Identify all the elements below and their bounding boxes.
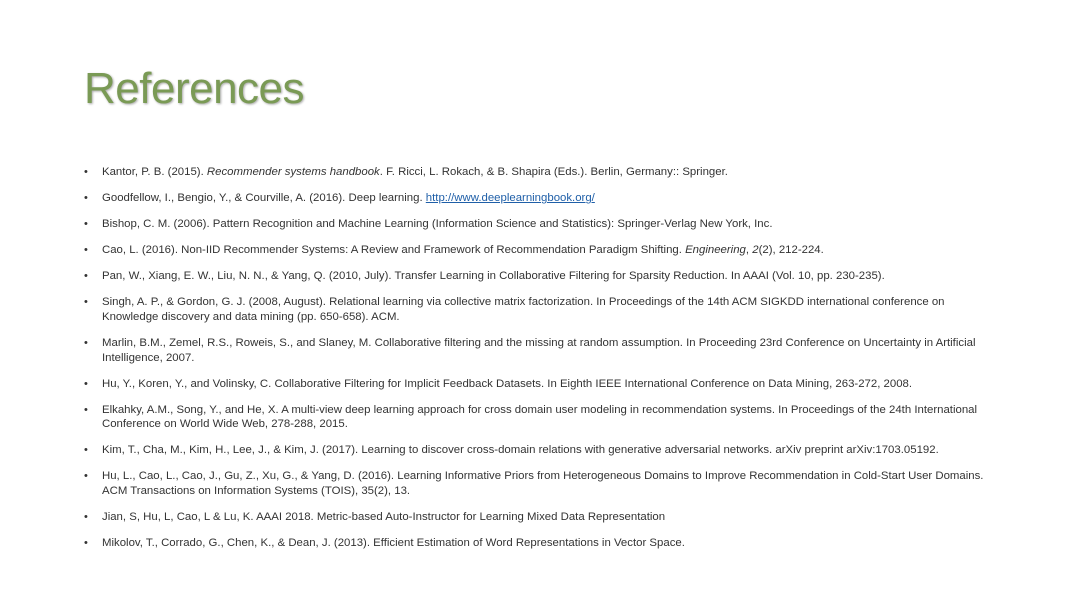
- reference-item: • Kim, T., Cha, M., Kim, H., Lee, J., & Kim, J. (2017). Learning to discover cross-domain relations with generative adversarial networks. arXiv preprint arXiv:1703.05192.: [84, 444, 939, 457]
- reference-item: • Bishop, C. M. (2006). Pattern Recognition and Machine Learning (Information Science and Statistics): Springer-Verlag New York, Inc.: [84, 218, 773, 231]
- reference-item: • Elkahky, A.M., Song, Y., and He, X. A multi-view deep learning approach for cross domain user modeling in recommendation systems. In Proceedings of the 24th International Conference on World Wide Web, 278-288, 2015.: [84, 403, 978, 431]
- bullet-icon: •: [84, 296, 88, 309]
- bullet-icon: •: [84, 470, 88, 483]
- bullet-icon: •: [84, 218, 88, 231]
- bullet-icon: •: [84, 192, 88, 205]
- bullet-icon: •: [84, 537, 88, 550]
- reference-item: • Hu, L., Cao, L., Cao, J., Gu, Z., Xu, G., & Yang, D. (2016). Learning Informative Priors from Heterogeneous Domains to Improve Recommendation in Cold-Start User Domains. ACM Transactions on Information Systems (TOIS), 35(2), 13.: [84, 470, 984, 497]
- reference-list: [84, 165, 1004, 551]
- reference-item: • Goodfellow, I., Bengio, Y., & Courville, A. (2016). Deep learning. http://www.deeplearningbook.org/: [84, 192, 595, 205]
- reference-item: • Singh, A. P., & Gordon, G. J. (2008, August). Relational learning via collective matrix factorization. In Proceedings of the 14th ACM SIGKDD international conference on Knowledge discovery and data mining (pp. 650-658). ACM.: [84, 296, 945, 323]
- reference-item: • Mikolov, T., Corrado, G., Chen, K., & Dean, J. (2013). Efficient Estimation of Word Representations in Vector Space.: [84, 537, 685, 550]
- bullet-icon: •: [84, 377, 88, 390]
- reference-item: • Cao, L. (2016). Non-IID Recommender Systems: A Review and Framework of Recommendation Paradigm Shifting. Engineering, 2(2), 212-224.: [84, 244, 824, 257]
- reference-link[interactable]: http://www.deeplearningbook.org/: [425, 192, 595, 205]
- bullet-icon: •: [84, 166, 88, 178]
- reference-item: • Hu, Y., Koren, Y., and Volinsky, C. Collaborative Filtering for Implicit Feedback Datasets. In Eighth IEEE International Conference on Data Mining, 263-272, 2008.: [84, 377, 913, 390]
- bullet-icon: •: [84, 444, 88, 457]
- bullet-icon: •: [84, 270, 88, 283]
- slide-title: References: [84, 64, 305, 113]
- bullet-icon: •: [84, 337, 88, 350]
- bullet-icon: •: [84, 511, 88, 524]
- bullet-icon: •: [84, 403, 88, 416]
- reference-item: • Jian, S, Hu, L, Cao, L & Lu, K. AAAI 2018. Metric-based Auto-Instructor for Learning Mixed Data Representation: [84, 511, 666, 524]
- bullet-icon: •: [84, 244, 88, 257]
- reference-item: • Kantor, P. B. (2015). Recommender systems handbook. F. Ricci, L. Rokach, & B. Shapira (Eds.). Berlin, Germany:: Springer.: [84, 166, 728, 178]
- reference-item: • Pan, W., Xiang, E. W., Liu, N. N., & Yang, Q. (2010, July). Transfer Learning in Collaborative Filtering for Sparsity Reduction. In AAAI (Vol. 10, pp. 230-235).: [84, 270, 885, 283]
- reference-item: • Marlin, B.M., Zemel, R.S., Roweis, S., and Slaney, M. Collaborative filtering and the missing at random assumption. In Proceeding 23rd Conference on Uncertainty in Artificial Intelligence, 2007.: [84, 337, 976, 364]
